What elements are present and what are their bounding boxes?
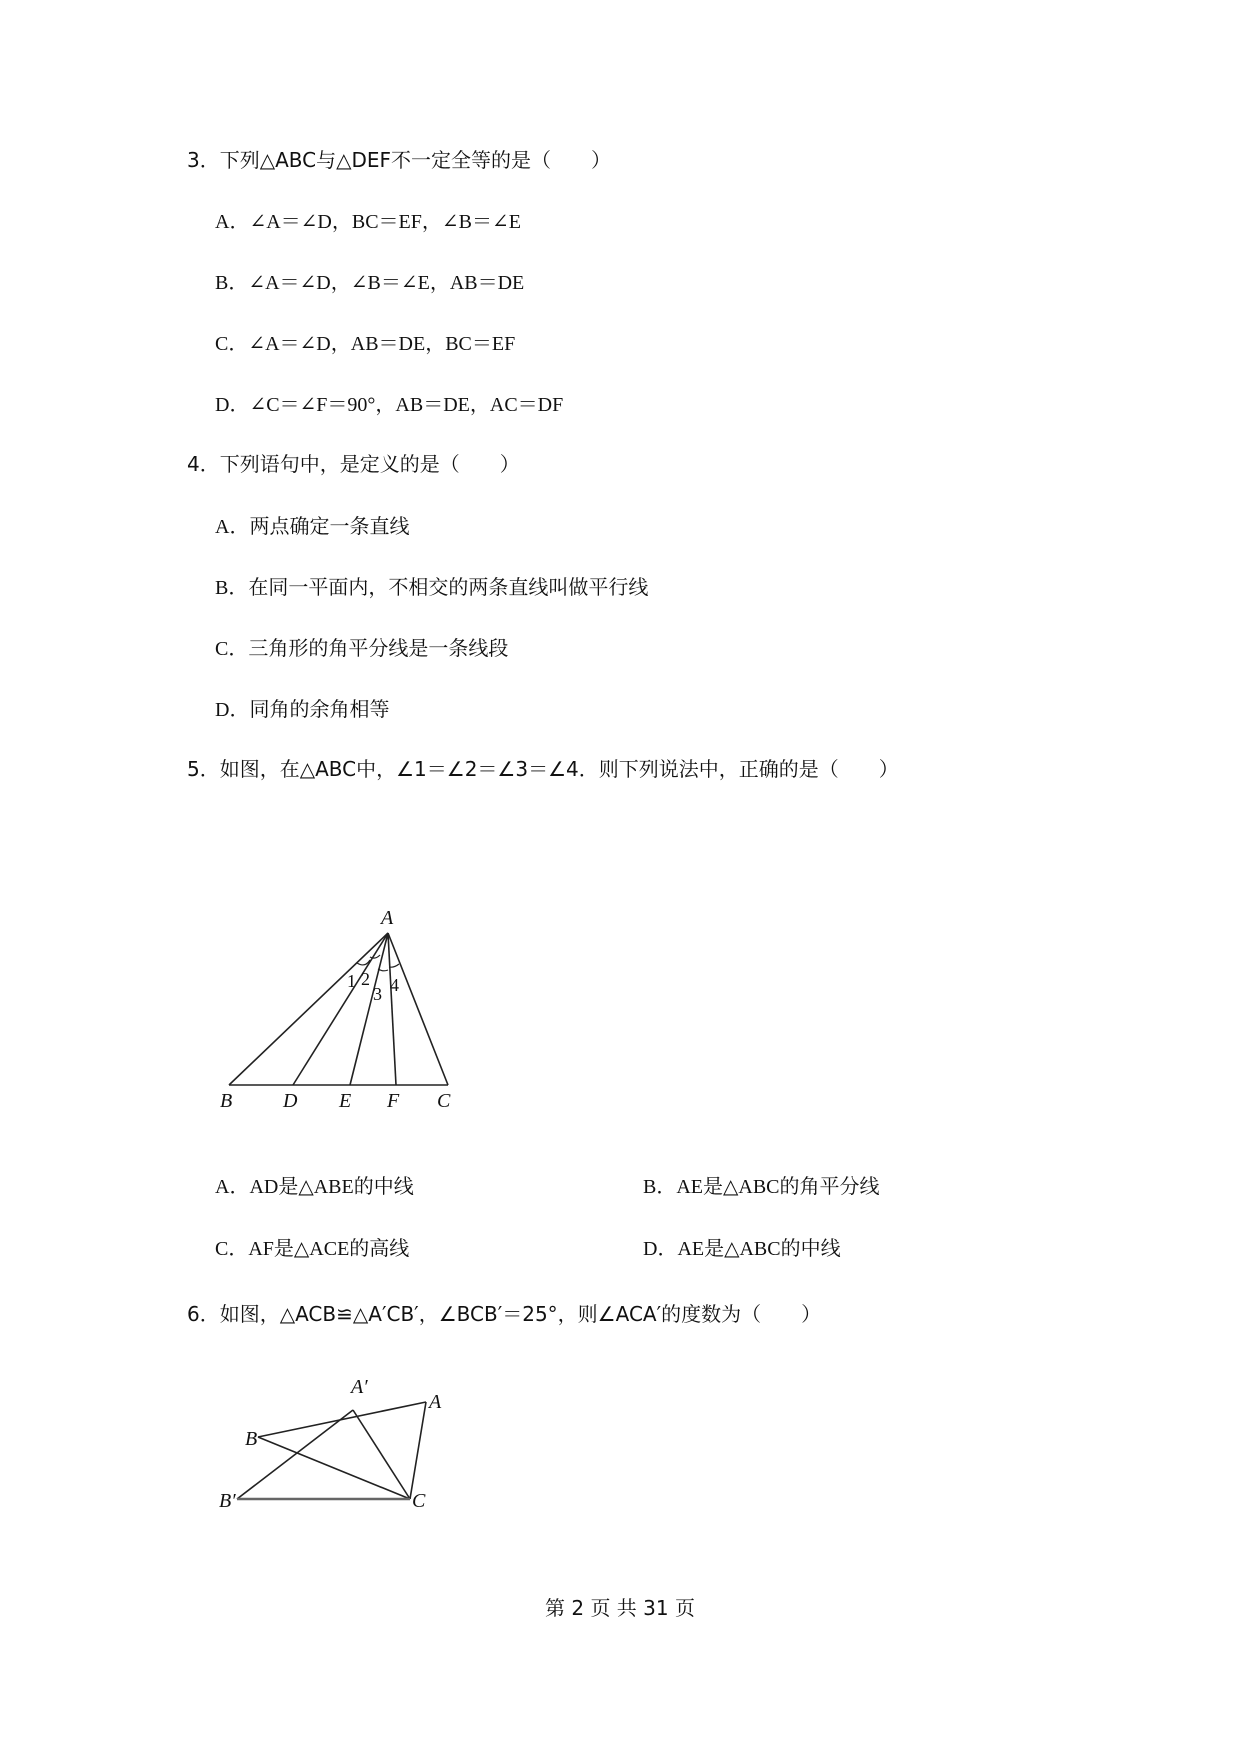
option-text: 同角的余角相等 xyxy=(249,697,390,721)
question-5-figure xyxy=(215,900,475,1110)
option-label: D． xyxy=(215,394,250,416)
segment-ba xyxy=(258,1402,426,1437)
question-3-option-a xyxy=(215,207,521,236)
option-text: AD是△ABE的中线 xyxy=(249,1176,414,1198)
question-4-option-d xyxy=(215,695,389,724)
question-3-option-d xyxy=(215,390,563,419)
option-label: B． xyxy=(215,577,249,599)
option-text: ∠A＝∠D，BC＝EF，∠B＝∠E xyxy=(249,211,521,233)
angle-label-4: 4 xyxy=(390,975,399,995)
question-4-stem: 4．下列语句中，是定义的是（ ） xyxy=(187,452,520,476)
option-text: ∠A＝∠D，∠B＝∠E，AB＝DE xyxy=(248,272,525,294)
segment-ae xyxy=(350,933,388,1085)
question-5-stem: 5．如图，在△ABC中，∠1＝∠2＝∠3＝∠4．则下列说法中，正确的是（ ） xyxy=(187,757,899,781)
point-label-b: B xyxy=(245,1428,258,1450)
option-text: ∠C＝∠F＝90°，AB＝DE，AC＝DF xyxy=(249,394,564,416)
question-5-option-b xyxy=(643,1172,880,1201)
option-label: A． xyxy=(215,1176,250,1198)
option-label: C． xyxy=(215,638,249,660)
option-label: C． xyxy=(215,1238,249,1260)
option-text: AE是△ABC的角平分线 xyxy=(676,1176,880,1198)
option-text: 两点确定一条直线 xyxy=(249,514,410,538)
point-label-f: F xyxy=(387,1090,400,1110)
segment-ad xyxy=(293,933,388,1085)
question-3-option-b xyxy=(215,268,524,297)
question-6-stem: 6．如图，△ACB≌△A′CB′，∠BCB′＝25°，则∠ACA′的度数为（ ） xyxy=(187,1302,822,1326)
angle-label-1: 1 xyxy=(347,971,356,991)
option-text: 在同一平面内，不相交的两条直线叫做平行线 xyxy=(248,575,649,599)
point-label-a: A xyxy=(429,1391,442,1413)
option-label: A． xyxy=(215,211,250,233)
question-6-figure xyxy=(215,1365,465,1545)
point-label-b: B xyxy=(220,1090,233,1110)
question-3-stem: 3．下列△ABC与△DEF不一定全等的是（ ） xyxy=(187,148,612,172)
segment-ab xyxy=(229,933,388,1085)
segment-bc xyxy=(258,1437,410,1499)
point-label-e: E xyxy=(339,1090,352,1110)
point-label-a-prime: A′ xyxy=(351,1376,368,1398)
question-4-option-a xyxy=(215,512,409,541)
question-5-option-c xyxy=(215,1234,409,1263)
segment-ac xyxy=(388,933,448,1085)
question-4-option-c xyxy=(215,634,508,663)
option-label: D． xyxy=(643,1238,678,1260)
segment-a-prime-c xyxy=(353,1410,410,1499)
question-4-option-b xyxy=(215,573,648,602)
segment-af xyxy=(388,933,396,1085)
option-label: A． xyxy=(215,516,250,538)
option-label: B． xyxy=(215,272,249,294)
angle-label-3: 3 xyxy=(373,984,382,1004)
point-label-c: C xyxy=(437,1090,451,1110)
option-text: ∠A＝∠D，AB＝DE，BC＝EF xyxy=(248,333,516,355)
option-label: B． xyxy=(643,1176,677,1198)
option-label: C． xyxy=(215,333,249,355)
question-3-option-c xyxy=(215,329,515,358)
option-text: AF是△ACE的高线 xyxy=(248,1238,410,1260)
point-label-d: D xyxy=(283,1090,298,1110)
page-footer: 第 2 页 共 31 页 xyxy=(545,1596,695,1620)
point-label-b-prime: B′ xyxy=(219,1490,236,1512)
option-text: 三角形的角平分线是一条线段 xyxy=(248,636,509,660)
question-5-option-a xyxy=(215,1172,414,1201)
angle-label-2: 2 xyxy=(361,969,370,989)
segment-ac xyxy=(410,1402,426,1499)
segment-a-prime-b-prime xyxy=(237,1410,353,1499)
question-5-option-d xyxy=(643,1234,841,1263)
option-text: AE是△ABC的中线 xyxy=(677,1238,841,1260)
point-label-c: C xyxy=(412,1490,426,1512)
point-label-a: A xyxy=(381,907,394,929)
option-label: D． xyxy=(215,699,250,721)
